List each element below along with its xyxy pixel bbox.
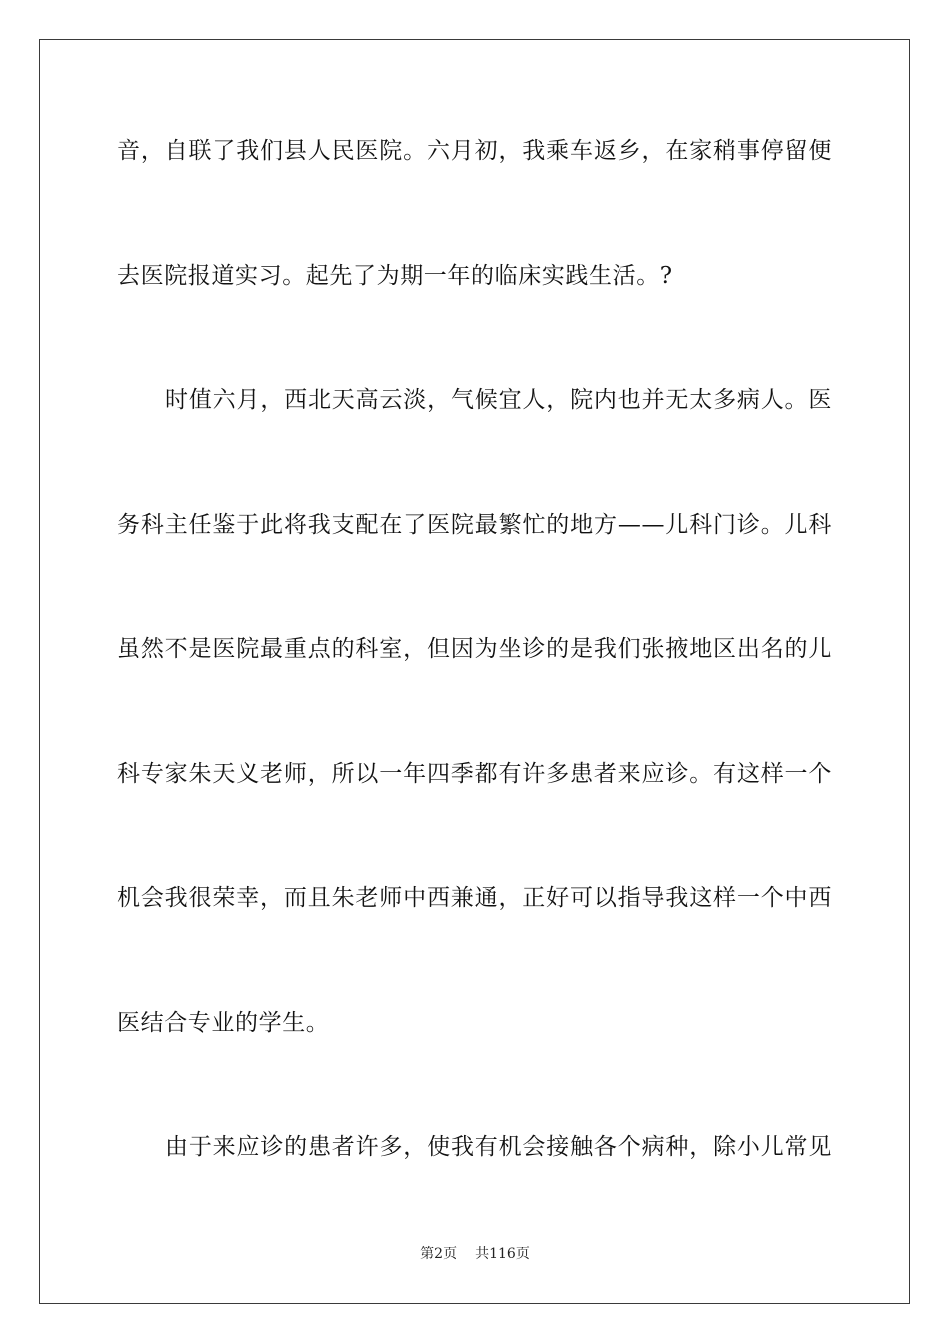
page-number: 第2页 <box>420 1246 458 1262</box>
page-footer <box>0 1245 950 1263</box>
paragraph-line: 科专家朱天义老师，所以一年四季都有许多患者来应诊。有这样一个 <box>117 761 832 787</box>
paragraph-line: 由于来应诊的患者许多，使我有机会接触各个病种，除小儿常见 <box>165 1134 832 1160</box>
paragraph-line: 务科主任鉴于此将我支配在了医院最繁忙的地方——儿科门诊。儿科 <box>117 512 832 538</box>
paragraph-line: 音，自联了我们县人民医院。六月初，我乘车返乡，在家稍事停留便 <box>117 138 832 164</box>
paragraph-line: 虽然不是医院最重点的科室，但因为坐诊的是我们张掖地区出名的儿 <box>117 636 832 662</box>
paragraph-line: 时值六月，西北天高云淡，气候宜人，院内也并无太多病人。医 <box>165 387 832 413</box>
paragraph-line: 医结合专业的学生。 <box>117 1010 330 1036</box>
total-pages: 共116页 <box>475 1246 530 1262</box>
paragraph-line: 去医院报道实习。起先了为期一年的临床实践生活。? <box>117 263 673 289</box>
paragraph-line: 机会我很荣幸，而且朱老师中西兼通，正好可以指导我这样一个中西 <box>117 885 832 911</box>
page-border <box>39 39 910 1304</box>
